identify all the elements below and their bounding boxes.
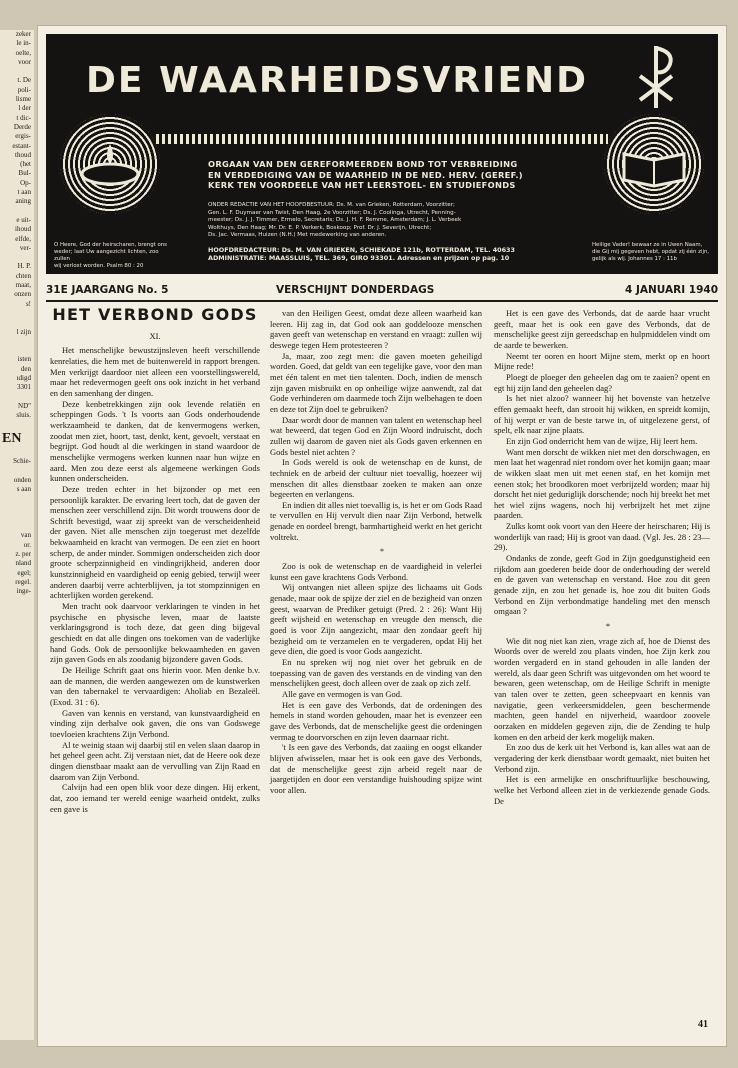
margin-fragment: z. per	[15, 550, 31, 559]
margin-fragment: estant-	[12, 141, 31, 150]
margin-fragment: s aan	[16, 484, 31, 493]
paragraph: Alle gave en vermogen is van God.	[282, 688, 403, 699]
margin-fragment: onzen	[14, 290, 31, 299]
margin-fragment: chten	[15, 271, 31, 280]
caption-johannes	[592, 242, 710, 263]
margin-fragment	[0, 448, 34, 457]
issue-volume: 31E JAARGANG No. 5	[46, 284, 169, 296]
paragraph: In Gods wereld is ook de wetenschap en de kunst, de techniek en de arbeid der cultuur niet toevallig, hoezeer wij menschen dit alles dienstbaar zoeken te maken aan onze begeerten en verlangens.	[270, 457, 482, 500]
margin-fragment: ND"	[18, 401, 31, 410]
issue-frequency: VERSCHIJNT DONDERDAGS	[276, 284, 435, 296]
margin-fragment	[0, 67, 34, 76]
margin-fragment: Schie-	[13, 457, 31, 466]
margin-fragment	[0, 522, 34, 531]
column-1	[50, 305, 260, 814]
text-line: ONDER REDACTIE VAN HET HOOFDBESTUUR: Ds. M. van Grieken, Rotterdam, Voorzitter;	[208, 202, 455, 208]
margin-fragment: t dic-	[16, 113, 31, 122]
paragraph: Zulks komt ook voort van den Heere der heirscharen; Hij is wonderlijk van raad; Hij is groot van daad. (Vgl. Jes. 28 : 23—29).	[494, 521, 710, 553]
margin-fragment: t aan	[17, 188, 31, 197]
paragraph: Het is een gave des Verbonds, dat de aarde haar vrucht geeft, maar het is ook een gave des Verbonds, dat de menschelijke geest zijn gereedschap en hulpmiddelen vindt om de aarde te bewerken.	[494, 308, 710, 350]
subtitle-orgaan	[208, 159, 558, 191]
margin-fragment: oelte,	[15, 48, 31, 57]
text-line: Heilige Vader! bewaar ze in Uwen Naam,	[592, 242, 703, 248]
margin-fragment: s!	[25, 299, 31, 308]
margin-fragment: 3301	[17, 383, 31, 392]
text-line: ORGAAN VAN DEN GEREFORMEERDEN BOND TOT VERBREIDING	[208, 159, 518, 169]
paragraph: Deze kenbetrekkingen zijn ook levende relatiën en scheppingen Gods. 't Is voorts aan Gods onderhoudende werkzaamheid te danken, dat de kenvermogens werken, zoodat men ziet, hoort, tast, denkt, kent, gevoelt, verstaat en begrijpt. God houdt al die werkingen in stand waardoor de menschelijke vermogens werken kunnen naar hun wijze en aard. Men zou deze eerst als algemeene werkingen Gods kunnen onderscheiden.	[50, 398, 260, 484]
margin-fragment: thoud	[15, 150, 31, 159]
margin-fragment	[0, 253, 34, 262]
paragraph: En zoo dus de kerk uit het Verbond is, kan alles wat aan de vergadering der kerk dienstbaar wordt gemaakt, niet buiten het Verbond zijn.	[494, 742, 710, 774]
margin-fragment: e uit-	[16, 215, 31, 224]
margin-fragment: den	[20, 364, 31, 373]
paragraph: Men tracht ook daarvoor verklaringen te vinden in het psychische en physische leven, maar de laatste verklaringsgrond is toch deze, dat geen ding bijgeval geschiedt en dat alle dingen ons toekomen van de vaderlijke hand Gods. Ook de persoonlijke bekwaamheden en gaven zijn gaven Gods en als zoodanig bijzondere gaven Gods.	[50, 601, 260, 665]
text-line: EN VERDEDIGING VAN DE WAARHEID IN DE NED. HERV. (GEREF.)	[208, 169, 523, 180]
margin-fragment: aning	[15, 197, 31, 206]
margin-fragment	[0, 309, 34, 318]
margin-fragment: l zijn	[16, 327, 31, 336]
text-line: Ds. Jac. Vermaas, Huizen (N.H.) Met medewerking van anderen.	[208, 232, 387, 239]
section-divider: *	[605, 621, 611, 632]
margin-fragment: isten	[17, 355, 31, 364]
open-book-emblem-icon	[604, 114, 704, 214]
text-line: wij verlost worden. Psalm 80 : 20	[54, 263, 144, 269]
paragraph: Ja, maar, zoo zegt men: die gaven moeten geheiligd worden. Goed, dat geldt van een tegelijke gave, voor den man met één talent en met tien talenten. Doch, indien de mensch zijn gaven misbruikt en op onheilige wijze aanwendt, zal dat Gode verhinderen om daarmede toch Zijn welbehagen te doen en deze tot Zijn doel te gebruiken?	[270, 350, 482, 414]
paragraph: 't Is een gave des Verbonds, dat zaaiing en oogst elkander blijven afwisselen, maar het is ook een gave des Verbonds, dat de menschelijke geest zijn arbeid regelt naar de jaargetijden en door een verstandige huishouding spijze wint voor allen.	[270, 742, 482, 795]
paragraph: Zoo is ook de wetenschap en de vaardigheid in velerlei kunst een gave krachtens Gods Verbond.	[270, 561, 482, 582]
margin-fragment: zeker	[15, 30, 31, 38]
paragraph: Gaven van kennis en verstand, van kunstvaardigheid en vinding zijn derhalve ook gaven, die ons van Godswege toevloeien krachtens Zijn Verbond.	[50, 707, 260, 739]
margin-fragment	[0, 494, 34, 503]
text-line: KERK TEN VOORDEELE VAN HET LEERSTOEL- EN STUDIEFONDS	[208, 180, 516, 190]
margin-fragment	[0, 513, 34, 522]
paragraph: En nu spreken wij nog niet over het gebruik en de toepassing van de gaven des verstands en de vinding van den menschelijken geest, doch alleen over de zaak op zich zelf.	[270, 657, 482, 689]
margin-fragment	[0, 207, 34, 216]
margin-fragment: or.	[23, 540, 31, 549]
margin-fragment: sluis.	[16, 411, 31, 420]
paragraph: Calvijn had een open blik voor deze dingen. Hij erkent, dat, zoo iemand ter wereld eenige waarheid ontdekt, zulks een gave is	[50, 782, 260, 814]
paragraph: Neemt ter ooren en hoort Mijne stem, merkt op en hoort Mijne rede!	[494, 350, 710, 372]
issue-bar	[46, 282, 718, 302]
paragraph: Daar wordt door de mannen van talent en wetenschap heel wat beweerd, dat tegen God en Zijn Woord indruischt, doch zullen wij daarom de gaven niet als Gods gaven erkennen en Gods bestel niet achten ?	[270, 414, 482, 457]
lamp-emblem-icon	[60, 114, 160, 214]
paragraph: Wij ontvangen niet alleen spijze des lichaams uit Gods genade, maar ook de spijze der ziel en de bezigheid van onzen geest, waarvan de Prediker getuigt (Pred. 2 : 26): Want Hij geeft wijsheid en wetenschap en vreugde den mensch, die goed is voor Zijn aangezicht, maar den zondaar geeft hij bezigheid om te verzamelen en te vergaderen, opdat Hij het geve dien, die goed is voor Gods aangezicht.	[270, 582, 482, 657]
paragraph: Want men dorscht de wikken niet met den dorschwagen, en men laat het wagenrad niet rondom over het komijn gaan; maar de wikken slaat men uit met eenen staf, en het komijn met eenen stok; het broodkoren moet verbrijzeld worden; maar hij dorscht het niet geduriglijk dorschende; noch hij breekt het met het wiel zijns wagens, noch hij verbrijzelt het met zijne paarden.	[494, 446, 710, 521]
margin-fragment: van	[20, 531, 31, 540]
margin-fragment	[0, 346, 34, 355]
editorial-board	[208, 202, 558, 240]
paragraph: Is het niet alzoo? wanneer hij het bovenste van hetzelve effen gemaakt heeft, dan strooit hij wikken, en spreidt komijn, of hij werpt er van de beste tarwe in, of uitgelezene gerst, of spelt, elk naar zijne plaats.	[494, 393, 710, 436]
margin-fragment: Op-	[20, 178, 31, 187]
margin-fragment: poli-	[17, 85, 31, 94]
margin-fragment: elfde,	[15, 234, 31, 243]
margin-fragment: egel;	[17, 568, 31, 577]
margin-fragment: (het	[20, 160, 31, 169]
paragraph: Het is een armelijke en onschriftuurlijke beschouwing, welke het Verbond alleen ziet in de verkiezende genade Gods. De	[494, 774, 710, 806]
margin-fragment: t. De	[17, 76, 31, 85]
paragraph: van den Heiligen Geest, omdat deze alleen waarheid kan leeren. Hij zag in, dat God ook aan goddelooze menschen gaven geeft van wetenschap en verstand en vraagt: zullen wij deswege tegen Hem protesteeren ?	[270, 308, 482, 350]
text-line: O Heere, God der heirscharen, brengt ons	[54, 242, 167, 248]
text-line: meester; Ds. J. J. Timmer, Ermelo, Secretaris; Ds. J. H. F. Remme, Amsterdam; J. L. Verbeek	[208, 217, 462, 224]
article-title: HET VERBOND GODS	[52, 305, 258, 324]
masthead-title: DE WAARHEIDSVRIEND	[86, 60, 589, 101]
margin-fragment: inge-	[16, 587, 31, 596]
column-3	[494, 308, 710, 806]
margin-fragment: nland	[15, 559, 31, 568]
margin-fragment	[0, 420, 34, 429]
margin-fragment: maat,	[15, 281, 31, 290]
text-line: gelijk als wij. Johannes 17 : 11b	[592, 256, 677, 262]
paragraph: En indien dit alles niet toevallig is, is het er om Gods Raad te vervullen en Hij vervult dien naar Zijn Verbond, hetwelk genade en oordeel brengt, barmhartigheid werkt en het gericht voltrekt.	[270, 499, 482, 542]
paragraph: Ploegt de ploeger den geheelen dag om te zaaien? opent en egt hij zijn land den geheelen dag?	[494, 371, 710, 393]
paragraph: Al te weinig staan wij daarbij stil en velen slaan daarop in het geheel geen acht. Zij verstaan niet, dat de Heere ook deze dingen dienstbaar maakt aan de vervulling van Zijn Raad en daarom van Zijn Verbond.	[50, 739, 260, 782]
margin-fragment: ver-	[19, 243, 31, 252]
margin-fragment: EN	[2, 430, 22, 446]
margin-fragment: le in-	[16, 39, 31, 48]
caption-psalm	[54, 242, 172, 270]
text-line: weder; laat Uw aangezicht lichten, zoo zullen	[54, 249, 159, 262]
article-part-number: XI.	[149, 330, 161, 341]
margin-fragment	[0, 504, 34, 513]
section-divider: *	[379, 546, 385, 557]
page-number: 41	[698, 1019, 708, 1030]
margin-fragment: lisme	[15, 95, 31, 104]
margin-fragment: Bul-	[18, 169, 31, 178]
margin-fragment: ihoud	[15, 225, 31, 234]
margin-fragment: ıdigd	[16, 373, 31, 382]
margin-fragment: l der	[18, 104, 31, 113]
paragraph: En zijn God onderricht hem van de wijze, Hij leert hem.	[506, 435, 698, 446]
text-line: HOOFDREDACTEUR: Ds. M. VAN GRIEKEN, SCHIEKADE 121b, ROTTERDAM, TEL. 40633	[208, 246, 515, 254]
margin-fragment: voor	[18, 57, 31, 66]
margin-fragment	[0, 466, 34, 475]
issue-date: 4 JANUARI 1940	[625, 284, 718, 296]
margin-fragment: ergis-	[15, 132, 31, 141]
paragraph: Het is een gave des Verbonds, dat de ordeningen des hemels in stand worden gehouden, maar het is evenzeer een gave des Verbonds, dat de menschelijke geest die ordeningen vermag te doorvorschen en zijn leven daarnaar richt.	[270, 699, 482, 742]
text-line: ADMINISTRATIE: MAASSLUIS, TEL. 369, GIRO 93301. Adressen en prijzen op pag. 10	[208, 254, 510, 263]
margin-fragment: regel.	[15, 577, 31, 586]
paragraph: Ondanks de zonde, geeft God in Zijn goedgunstigheid een rijkdom aan goederen beide door de onderhouding der wereld en de gaven van wetenschap en verstand. Hoe zou dit geen genade zijn, en zou het genade is, hoe zou dit buiten Gods Verbond en Zijn verbondmatige handeling met den mensch omgaan ?	[494, 553, 710, 617]
text-line: die Gij mij gegeven hebt, opdat zij één zijn,	[592, 249, 710, 255]
paragraph: De Heilige Schrift gaat ons hierin voor. Men denke b.v. aan de mannen, die werden aangewezen om de kunstwerken van den tabernakel te vervaardigen: Aholiab en Bezaleël. (Exod. 31 : 6).	[50, 665, 260, 707]
paragraph: Deze treden echter in het bijzonder op met een persoonlijk karakter. De ervaring leert toch, dat de gaven der menschen zeer verschillend zijn. Dit wordt trouwens door de Schrift bevestigd, waar zij spreekt van de verscheidenheid der gaven. Niet alle menschen zijn toegerust met dezelfde bekwaamheid en kracht van vermogen. De een ziet en hoort scherp, de ander minder. Sommigen onderscheiden zich door groote scherpzinnigheid en vindingrijkheid, anderen door kunstzinnigheid en vaardigheid op eenig gebied, terwijl weer anderen daarbij verre achterblijven, ja tot stompzinnigen en achterlijken worden gerekend.	[50, 483, 260, 601]
margin-fragment	[0, 318, 34, 327]
chi-rho-icon	[634, 42, 678, 117]
margin-fragment	[0, 337, 34, 346]
text-line: Gen. L. F. Duymaer van Twist, Den Haag, 2e Voorzitter; Ds. J. Coolinga, Utrecht, Penning-	[208, 209, 456, 216]
adjacent-page-margin	[0, 30, 34, 1040]
margin-fragment: onden	[13, 475, 31, 484]
masthead	[46, 34, 718, 274]
editor-administration	[208, 246, 558, 263]
margin-fragment: H. P.	[17, 262, 31, 271]
text-line: Wolthuys, Den Haag; Mr. Dr. E. P. Verkerk, Boskoop; Prof. Dr. J. Severijn, Utrecht;	[208, 224, 432, 231]
margin-fragment: Derde	[13, 122, 31, 131]
paragraph: Wie dit nog niet kan zien, vrage zich af, hoe de Dienst des Woords over de wereld zou plaats vinden, hoe Zijn kerk zou worden vergaderd en in stand gehouden in alle landen der wereld, als daar geen Schrift was uitgevonden om het woord te bewaren, geen wetenschap, om de Heilige Schrift in menigte van talen over te zetten, geen scheepvaart en kennis van navigatie, geen verkeersmiddelen, geen beschermende machten, geen handel en nijverheid, waardoor zoovele oorzaken en middelen gegeven zijn, die de Zending te hulp komen en den arbeid der kerk mogelijk maken.	[494, 635, 710, 742]
column-2	[270, 308, 482, 796]
margin-fragment	[0, 393, 34, 402]
newspaper-page	[38, 26, 726, 1046]
decorative-bars	[156, 134, 608, 144]
paragraph: Het menschelijke bewustzijnsleven heeft verschillende kenrelaties, die hem met de buitenwereld in rapport brengen. Men verkrijgt daardoor niet alleen een voorstellingswereld, maar het redevermogen geeft ons ook inzicht in het verband en den samenhang der dingen.	[50, 345, 260, 398]
